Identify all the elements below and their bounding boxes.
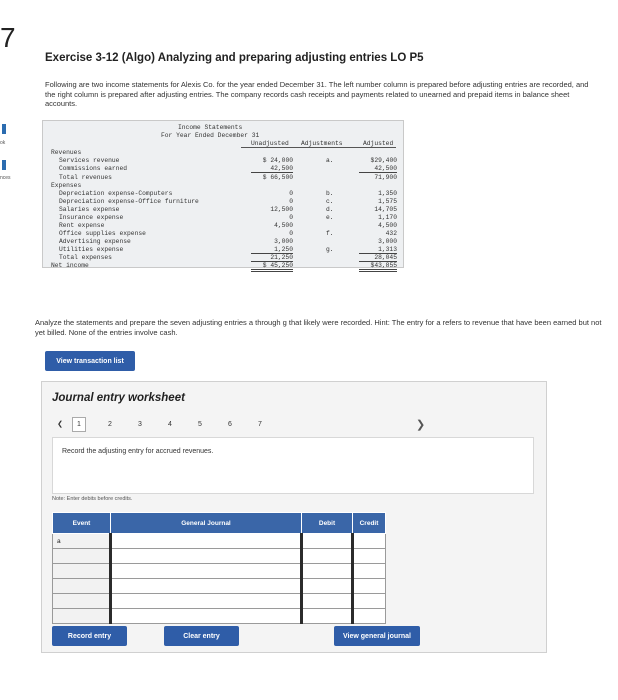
debit-input[interactable] [302, 594, 353, 609]
header-debit: Debit [302, 513, 353, 534]
clear-entry-button[interactable]: Clear entry [164, 626, 239, 646]
sidebar-label-1: ok [0, 140, 6, 146]
question-number: 7 [0, 22, 16, 53]
journal-entry-table [52, 512, 386, 624]
record-entry-button[interactable]: Record entry [52, 626, 127, 646]
account-input[interactable] [111, 579, 302, 594]
debit-input[interactable] [302, 609, 353, 624]
row-label: Commissions earned [59, 165, 128, 172]
credit-input[interactable] [353, 594, 386, 609]
expenses-label: Expenses [51, 182, 82, 189]
adjustment-letter: d. [326, 206, 334, 213]
credit-input[interactable] [353, 609, 386, 624]
col-header-adjustments: Adjustments [301, 140, 343, 147]
net-income-adjusted: $43,855 [359, 262, 397, 272]
credit-input[interactable] [353, 564, 386, 579]
adjustment-letter: e. [326, 214, 334, 221]
statement-title: Income Statements [178, 124, 243, 131]
adjusted-value: 42,500 [359, 165, 397, 173]
adjusted-value: 1,313 [359, 246, 397, 254]
page-tab-3[interactable]: 3 [138, 420, 142, 428]
chevron-left-icon[interactable]: ❮ [57, 421, 63, 428]
analyze-instructions: Analyze the statements and prepare the seven adjusting entries a through g that likely were recorded. Hint: The entry for a refers to revenue that have been earned but not yet billed. None of the entries involve cash. [35, 318, 602, 337]
adjusted-value: 1,575 [378, 198, 397, 205]
net-income-label: Net income [51, 262, 89, 269]
credit-input[interactable] [353, 549, 386, 564]
credit-input[interactable] [353, 579, 386, 594]
table-row [53, 609, 386, 624]
unadjusted-value: 1,250 [251, 246, 293, 254]
unadjusted-value: 0 [289, 214, 293, 221]
unadjusted-value: 3,000 [274, 238, 293, 245]
revenues-label: Revenues [51, 149, 82, 156]
unadjusted-value: $ 24,000 [262, 157, 293, 164]
table-row [53, 594, 386, 609]
row-label: Total expenses [59, 254, 112, 261]
debit-input[interactable] [302, 564, 353, 579]
adjusted-value: 3,000 [378, 238, 397, 245]
event-cell [53, 609, 111, 624]
entry-instruction: Record the adjusting entry for accrued revenues. [62, 448, 214, 455]
sidebar-label-2: nces [0, 175, 11, 181]
event-cell: a [53, 534, 111, 549]
header-general-journal: General Journal [111, 513, 302, 534]
row-label: Advertising expense [59, 238, 131, 245]
table-row [53, 579, 386, 594]
row-label: Depreciation expense-Office furniture [59, 198, 199, 205]
sidebar-accent-bar [2, 124, 6, 134]
adjustment-letter: f. [326, 230, 334, 237]
instruction-box [52, 437, 534, 494]
statement-subtitle: For Year Ended December 31 [161, 132, 260, 139]
unadjusted-value: 0 [289, 198, 293, 205]
unadjusted-value: 12,500 [270, 206, 293, 213]
row-label: Rent expense [59, 222, 105, 229]
page-tab-7[interactable]: 7 [258, 420, 262, 428]
worksheet-title: Journal entry worksheet [52, 392, 185, 404]
table-row [53, 534, 386, 549]
page-tab-6[interactable]: 6 [228, 420, 232, 428]
unadjusted-value: 0 [289, 190, 293, 197]
account-input[interactable] [111, 609, 302, 624]
adjusted-value: 14,705 [374, 206, 397, 213]
unadjusted-value: $ 66,500 [262, 174, 293, 181]
event-cell [53, 594, 111, 609]
table-row [53, 549, 386, 564]
adjusted-value: 28,045 [359, 254, 397, 262]
adjusted-value: 1,170 [378, 214, 397, 221]
unadjusted-value: 0 [289, 230, 293, 237]
event-cell [53, 549, 111, 564]
page-tab-1[interactable]: 1 [72, 417, 86, 432]
row-label: Total revenues [59, 174, 112, 181]
income-statement [42, 120, 404, 268]
sidebar-accent-bar [2, 160, 6, 170]
account-input[interactable] [111, 534, 302, 549]
unadjusted-value: 21,250 [251, 254, 293, 262]
page-tab-2[interactable]: 2 [108, 420, 112, 428]
row-label: Office supplies expense [59, 230, 146, 237]
debit-credit-note: Note: Enter debits before credits. [52, 496, 133, 502]
unadjusted-value: 42,500 [251, 165, 293, 173]
adjusted-value: 432 [385, 230, 397, 237]
adjusted-value: 4,500 [378, 222, 397, 229]
row-label: Depreciation expense-Computers [59, 190, 173, 197]
debit-input[interactable] [302, 549, 353, 564]
worksheet-pager [52, 416, 275, 432]
page-tab-5[interactable]: 5 [198, 420, 202, 428]
page-tab-4[interactable]: 4 [168, 420, 172, 428]
row-label: Utilities expense [59, 246, 124, 253]
row-label: Services revenue [59, 157, 120, 164]
event-cell [53, 579, 111, 594]
net-income-unadjusted: $ 45,250 [251, 262, 293, 272]
chevron-right-icon[interactable]: ❯ [416, 419, 426, 431]
unadjusted-value: 4,500 [274, 222, 293, 229]
account-input[interactable] [111, 594, 302, 609]
debit-input[interactable] [302, 579, 353, 594]
adjustment-letter: c. [326, 198, 334, 205]
view-transaction-list-button[interactable]: View transaction list [45, 351, 135, 371]
row-label: Insurance expense [59, 214, 124, 221]
account-input[interactable] [111, 549, 302, 564]
row-label: Salaries expense [59, 206, 120, 213]
adjustment-letter: b. [326, 190, 334, 197]
view-general-journal-button[interactable]: View general journal [334, 626, 420, 646]
adjusted-value: 71,900 [374, 174, 397, 181]
exercise-title: Exercise 3-12 (Algo) Analyzing and preparing adjusting entries LO P5 [45, 52, 424, 64]
header-credit: Credit [353, 513, 386, 534]
adjustment-letter: a. [326, 157, 334, 164]
col-header-adjusted: Adjusted [363, 140, 394, 147]
header-event: Event [53, 513, 111, 534]
adjusted-value: $29,400 [370, 157, 397, 164]
adjustment-letter: g. [326, 246, 334, 253]
table-row [53, 564, 386, 579]
credit-input[interactable] [353, 534, 386, 549]
intro-text: Following are two income statements for Alexis Co. for the year ended December 31. The left number column is prepared before adjusting entries are recorded, and the right column is prepared after adjusting entries. The company records cash receipts and payments related to unearned and prepaid items in balance sheet accounts. [45, 80, 589, 108]
account-input[interactable] [111, 564, 302, 579]
debit-input[interactable] [302, 534, 353, 549]
event-cell [53, 564, 111, 579]
col-header-unadjusted: Unadjusted [251, 140, 289, 147]
adjusted-value: 1,350 [378, 190, 397, 197]
